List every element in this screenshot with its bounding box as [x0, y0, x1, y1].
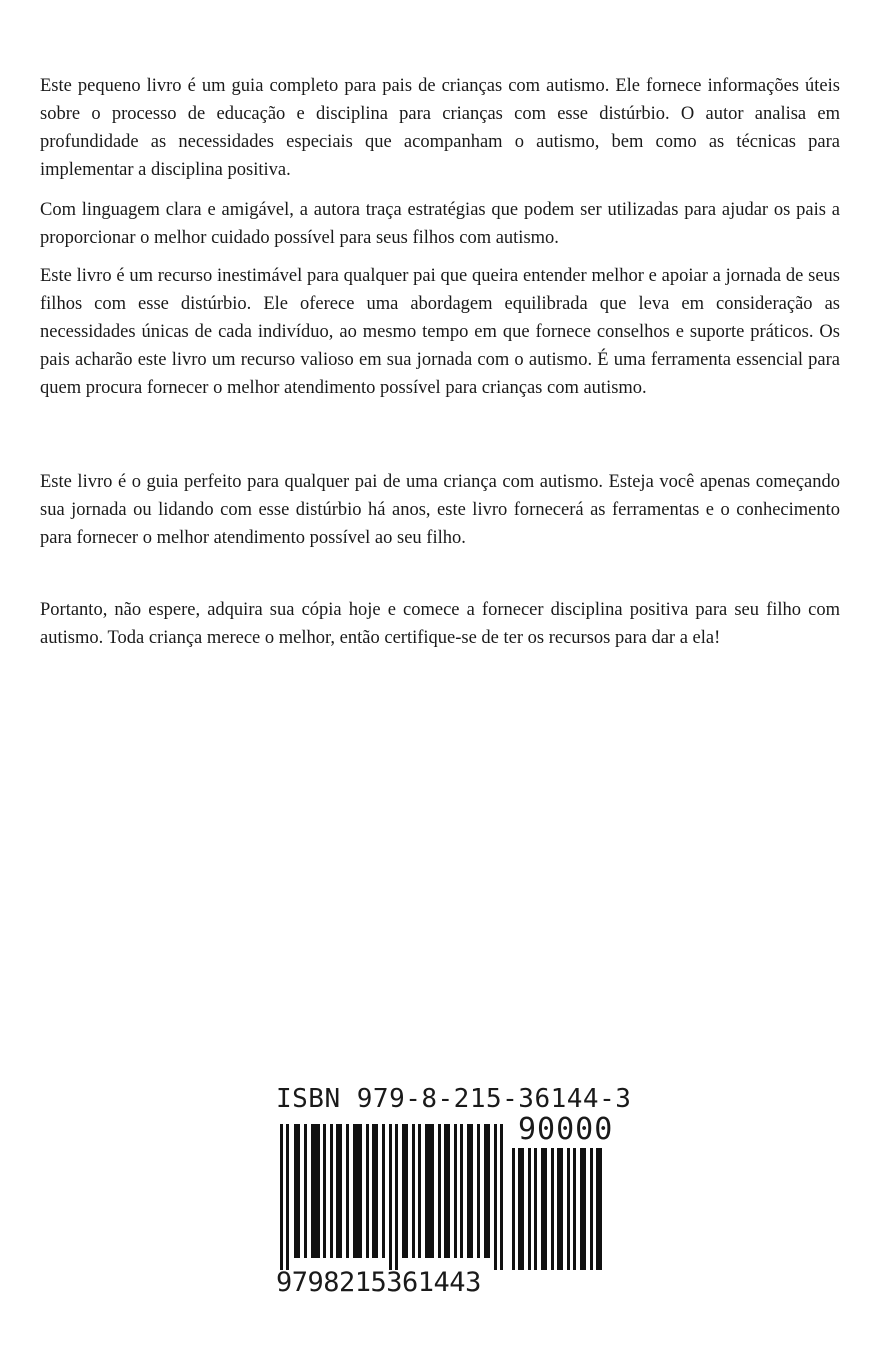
description-paragraph-2: Com linguagem clara e amigável, a autora traça estratégias que podem ser utilizadas para ajudar os pais a proporcionar o melhor cuidado possível para seus filhos com autismo.: [40, 200, 840, 248]
price-code: 90000: [518, 1112, 614, 1147]
addon-bars: [510, 1148, 606, 1270]
description-paragraph-5: Portanto, não espere, adquira sua cópia hoje e comece a fornecer disciplina positiva para seu filho com autismo. Toda criança merece o melhor, então certifique-se de ter os recursos para dar a ela!: [40, 600, 840, 648]
description-paragraph-3: Este livro é um recurso inestimável para qualquer pai que queira entender melhor e apoiar a jornada de seus filhos com esse distúrbio. Ele oferece uma abordagem equilibrada que leva em consideração as necessidades únicas de cada indivíduo, ao mesmo tempo em que fornece conselhos e suporte práticos. Os pais acharão este livro um recurso valioso em sua jornada com o autismo. É uma ferramenta essencial para quem procura fornecer o melhor atendimento possível para crianças com autismo.: [40, 266, 840, 398]
ean13-bars: [278, 1124, 504, 1270]
isbn-label: ISBN 979-8-215-36144-3: [276, 1084, 632, 1114]
ean-digits: 9798215361443: [276, 1267, 481, 1298]
description-paragraph-1: Este pequeno livro é um guia completo para pais de crianças com autismo. Ele fornece informações úteis sobre o processo de educação e disciplina para crianças com esse distúrbio. O autor analisa em profundidade as necessidades especiais que acompanham o autismo, bem como as técnicas para implementar a disciplina positiva.: [40, 76, 840, 180]
isbn-barcode: [270, 1084, 632, 1306]
description-paragraph-4: Este livro é o guia perfeito para qualquer pai de uma criança com autismo. Esteja você apenas começando sua jornada ou lidando com esse distúrbio há anos, este livro fornecerá as ferramentas e o conhecimento para fornecer o melhor atendimento possível ao seu filho.: [40, 472, 840, 548]
